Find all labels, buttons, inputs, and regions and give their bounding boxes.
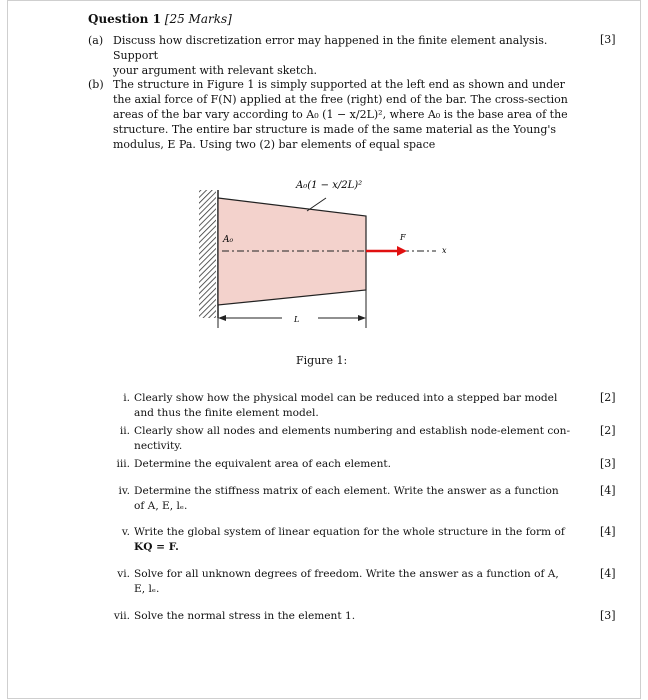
- fixed-wall-hatch: [199, 190, 216, 318]
- item-line-2: nectivity.: [134, 439, 183, 452]
- item-label: vi.: [117, 568, 130, 580]
- axis-label: x: [442, 246, 447, 255]
- part-b-line-5: modulus, E Pa. Using two (2) bar elements of equal space: [113, 138, 436, 151]
- item-line-1: Clearly show how the physical model can be reduced into a stepped bar model: [134, 392, 558, 404]
- item-label: iii.: [116, 458, 130, 470]
- item-label: vii.: [113, 610, 130, 622]
- part-a-line-1: Discuss how discretization error may happened in the finite element analysis. Support: [113, 34, 548, 62]
- part-b-line-2: the axial force of F(N) applied at the free (right) end of the bar. The cross-section: [113, 93, 568, 106]
- item-iii-mark: [3]: [600, 457, 616, 470]
- item-label: i.: [123, 392, 130, 404]
- item-line-2: and thus the finite element model.: [134, 406, 319, 419]
- force-arrow-head: [397, 246, 407, 256]
- base-area-label: A₀: [223, 235, 234, 245]
- item-line-1: Clearly show all nodes and elements numbering and establish node-element con-: [134, 425, 571, 437]
- item-vi-mark: [4]: [600, 567, 616, 580]
- item-line-2: E, lₑ.: [134, 582, 160, 595]
- part-b-line-1: The structure in Figure 1 is simply supported at the left end as shown and under: [113, 78, 565, 91]
- item-iv-mark: [4]: [600, 484, 616, 497]
- question-marks: [25 Marks]: [164, 12, 232, 26]
- dimension-arrow-right: [358, 315, 366, 321]
- item-ii-mark: [2]: [600, 424, 616, 437]
- part-a-line-2: your argument with relevant sketch.: [113, 64, 318, 77]
- force-label: F: [400, 233, 406, 242]
- item-vii-mark: [3]: [600, 609, 616, 622]
- item-line-1: Solve the normal stress in the element 1.: [134, 610, 356, 622]
- item-line-1: Solve for all unknown degrees of freedom. Write the answer as a function of A,: [134, 568, 559, 580]
- item-label: v.: [121, 526, 130, 538]
- item-line-2: of A, E, lₑ.: [134, 499, 188, 512]
- dimension-arrow-left: [218, 315, 226, 321]
- item-label: iv.: [118, 485, 130, 497]
- item-line-2: KQ = F.: [134, 540, 179, 553]
- item-label: ii.: [119, 425, 130, 437]
- part-b-label: (b): [88, 78, 104, 91]
- figure-caption: Figure 1:: [296, 354, 348, 367]
- item-line-1: Write the global system of linear equation for the whole structure in the form of: [134, 526, 565, 538]
- item-v-mark: [4]: [600, 525, 616, 538]
- part-a-label: (a): [88, 34, 104, 47]
- item-i-mark: [2]: [600, 391, 616, 404]
- part-b-line-4: structure. The entire bar structure is made of the same material as the Young's: [113, 123, 557, 136]
- area-formula: A₀(1 − x/2L)²: [296, 180, 363, 191]
- item-line-1: Determine the equivalent area of each element.: [134, 458, 392, 470]
- formula-leader-line: [307, 198, 326, 211]
- length-label: L: [294, 315, 300, 324]
- question-number: Question 1: [88, 12, 161, 26]
- item-line-1: Determine the stiffness matrix of each element. Write the answer as a function: [134, 485, 559, 497]
- part-b-line-3: areas of the bar vary according to A₀ (1 − x/2L)², where A₀ is the base area of the: [113, 108, 568, 121]
- part-a-mark: [3]: [600, 33, 616, 46]
